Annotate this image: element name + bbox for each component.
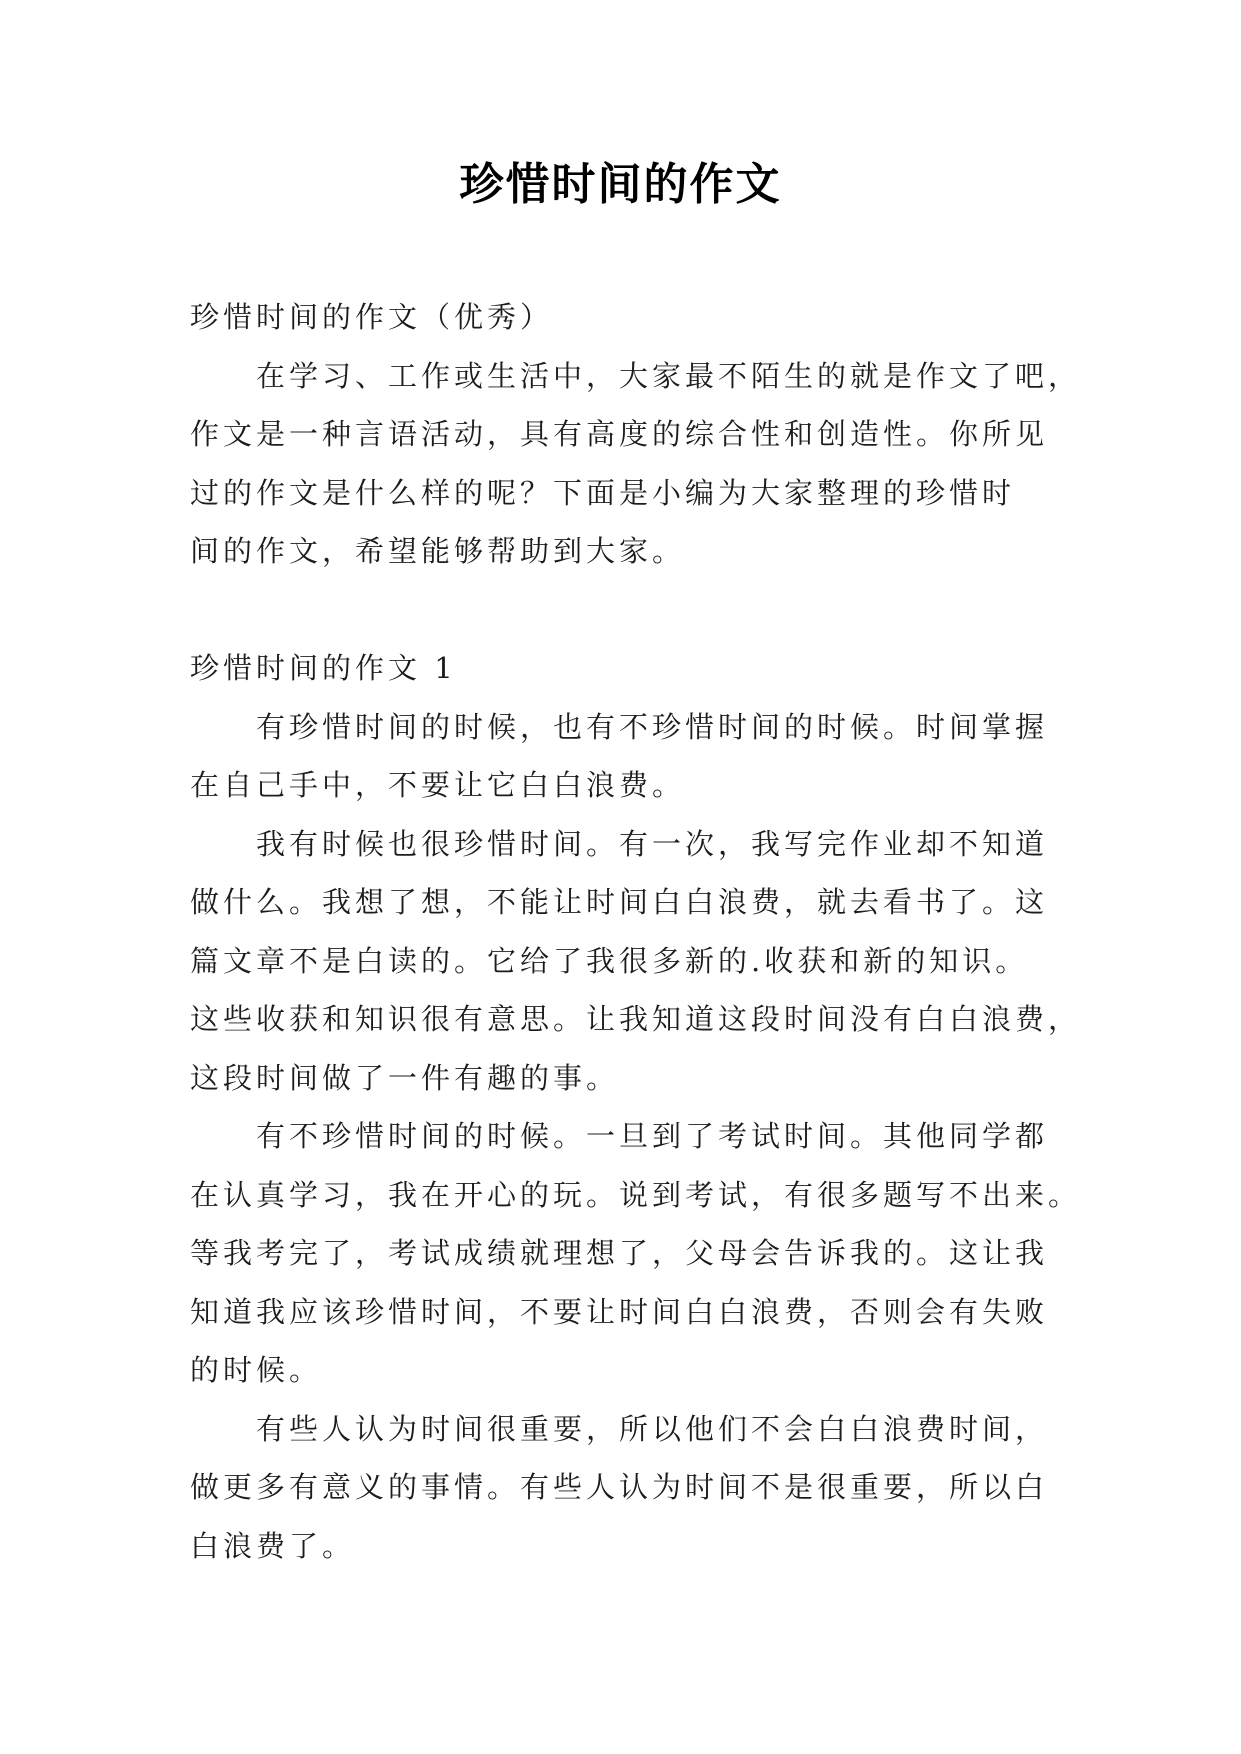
paragraph-line: 有不珍惜时间的时候。一旦到了考试时间。其他同学都 xyxy=(256,1119,1049,1153)
paragraph-line: 做更多有意义的事情。有些人认为时间不是很重要，所以白 xyxy=(190,1470,1049,1504)
paragraph xyxy=(190,815,1090,1108)
paragraph-line: 的时候。 xyxy=(190,1353,323,1387)
paragraph-line: 在自己手中，不要让它白白浪费。 xyxy=(190,768,686,802)
paragraph-line: 间的作文，希望能够帮助到大家。 xyxy=(190,534,686,568)
document-body xyxy=(190,288,1090,1575)
paragraph-line: 这些收获和知识很有意思。让我知道这段时间没有白白浪费， xyxy=(190,1002,1082,1036)
document-title: 珍惜时间的作文 xyxy=(459,159,782,210)
paragraph-line: 知道我应该珍惜时间，不要让时间白白浪费，否则会有失败 xyxy=(190,1294,1049,1329)
paragraph-line: 在学习、工作或生活中，大家最不陌生的就是作文了吧， xyxy=(256,358,1082,393)
paragraph xyxy=(190,347,1090,581)
section-heading: 珍惜时间的作文（优秀） xyxy=(190,300,554,334)
paragraph xyxy=(190,698,1090,815)
paragraph-line: 篇文章不是白读的。它给了我很多新的.收获和新的知识。 xyxy=(190,943,1029,978)
paragraph-line: 过的作文是什么样的呢？下面是小编为大家整理的珍惜时 xyxy=(190,475,1016,510)
section-heading: 珍惜时间的作文 1 xyxy=(190,651,457,685)
paragraph-line: 这段时间做了一件有趣的事。 xyxy=(190,1060,620,1095)
paragraph xyxy=(190,1107,1090,1400)
paragraph-line: 作文是一种言语活动，具有高度的综合性和创造性。你所见 xyxy=(190,417,1049,451)
paragraph-line: 在认真学习，我在开心的玩。说到考试，有很多题写不出来。 xyxy=(190,1177,1082,1212)
paragraph-line: 做什么。我想了想，不能让时间白白浪费，就去看书了。这 xyxy=(190,885,1049,919)
paragraph-line: 有些人认为时间很重要，所以他们不会白白浪费时间， xyxy=(256,1411,1049,1446)
section-intro xyxy=(190,288,1090,581)
paragraph-line: 我有时候也很珍惜时间。有一次，我写完作业却不知道 xyxy=(256,826,1049,861)
paragraph xyxy=(190,1400,1090,1576)
paragraph-line: 等我考完了，考试成绩就理想了，父母会告诉我的。这让我 xyxy=(190,1236,1049,1270)
paragraph-line: 白浪费了。 xyxy=(190,1528,356,1563)
section-essay-1 xyxy=(190,639,1090,1575)
paragraph-line: 有珍惜时间的时候，也有不珍惜时间的时候。时间掌握 xyxy=(256,709,1049,744)
